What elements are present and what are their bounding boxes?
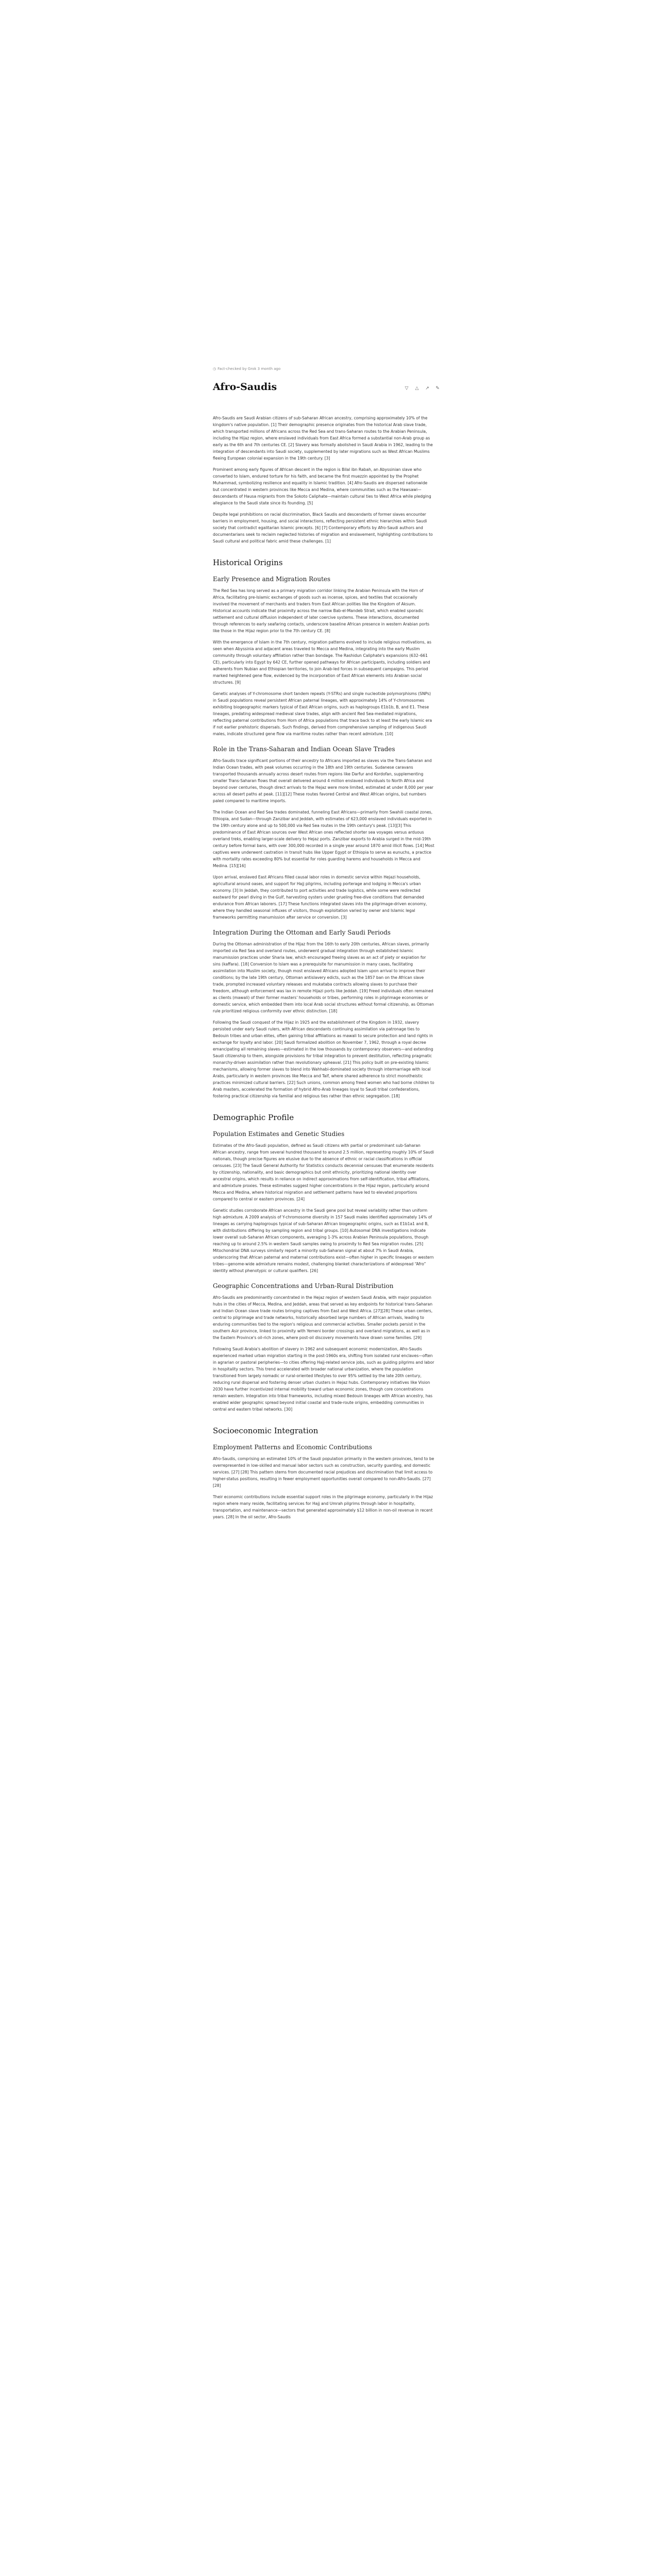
subsection-heading: Geographic Concentrations and Urban-Rural Distribution [213, 1282, 394, 1290]
share-icon[interactable]: ↗ [425, 386, 429, 391]
paragraph: Afro-Saudis, comprising an estimated 10% of the Saudi population primarily in the western provinces, tend to be overrepresented in low-skilled and manual labor sectors such as construction, security guarding, and domestic services. [27] [28] This pattern stems from documented racial prejudices and discrimination that limit access to higher-status positions, resulting in fewer employment opportunities overall compared to non-Afro-Saudis. [27] [28] [213, 1456, 434, 1488]
clock-icon: ◷ [213, 367, 216, 371]
paragraph: The Indian Ocean and Red Sea trades dominated, funneling East Africans—primarily from Swahili coastal zones, Ethiopia, and Sudan—through Zanzibar and Jeddah, with estimates of 623,000 enslaved individuals exported in the 19th century alone and up to 500,000 via Red Sea routes in the 19th century's peak. [13][3] This predominance of East African sources over West African ones reflected shorter sea voyages versus arduous overland treks, enabling larger-scale delivery to Hejaz ports. Zanzibar exports to Arabia surged in the mid-19th century before formal bans, with over 300,000 recorded in a single year around 1870 amid illicit flows. [14] Most captives were underwent castration in transit hubs like Upper Egypt or Ethiopia to serve as eunuchs, a practice with mortality rates exceeding 80% but essential for roles guarding harems and households in Mecca and Medina. [15][16] [213, 810, 434, 868]
paragraph: Genetic studies corroborate African ancestry in the Saudi gene pool but reveal variability rather than uniform high admixture. A 2009 analysis of Y-chromosome diversity in 157 Saudi males identified approximately 14% of lineages as carrying haplogroups typical of sub-Saharan African biogeographic origins, such as E1b1a1 and B, with distributions differing by sampling region and tribal groups. [10] Autosomal DNA investigations indicate lower overall sub-Saharan African components, averaging 1-3% across Arabian Peninsula populations, though reaching up to around 2.5% in western Saudi samples owing to proximity to Red Sea migration routes. [25] Mitochondrial DNA surveys similarly report a minority sub-Saharan signal at about 7% in Saudi Arabia, underscoring that African paternal and maternal contributions exist—often higher in specific lineages or western tribes—genome-wide admixture remains modest, challenging blanket characterizations of widespread “Afro” identity without phenotypic or cultural qualifiers. [26] [213, 1208, 434, 1273]
paragraph: Genetic analyses of Y-chromosome short tandem repeats (Y-STRs) and single nucleotide polymorphisms (SNPs) in Saudi populations reveal persistent African paternal lineages, with approximately 14% of Y-chromosomes exhibiting biogeographic markers typical of East African origins, such as haplogroups E1b1b, B, and E1. These lineages, predating widespread medieval slave trades, align with ancient Red Sea-mediated migrations, reflecting paternal contributions from Horn of Africa populations that trace back to at least the early Islamic era if not earlier prehistoric dispersals. Such findings, derived from comprehensive sampling of indigenous Saudi males, indicate structured gene flow via maritime routes rather than recent admixture. [10] [213, 691, 432, 736]
paragraph: With the emergence of Islam in the 7th century, migration patterns evolved to include religious motivations, as seen when Abyssinia and adjacent areas traveled to Mecca and Medina, integrating into the early Muslim community through voluntary affiliation rather than bondage. The Rashidun Caliphate's expansions (632–661 CE), particularly into Egypt by 642 CE, further opened pathways for African participants, including soldiers and adherents from Nubian and Ethiopian territories, to join Arab-led forces in subsequent campaigns. This period marked heightened gene flow, evidenced by the incorporation of East African elements into Arabian social structures. [9] [213, 640, 431, 685]
section-heading: Socioeconomic Integration [213, 1426, 318, 1435]
article-body [213, 415, 434, 1525]
paragraph: Afro-Saudis trace significant portions of their ancestry to Africans imported as slaves via the Trans-Saharan and Indian Ocean trades, with peak volumes occurring in the 18th and 19th centuries. Sudanese caravans transported thousands annually across desert routes from regions like Darfur and Kordofan, supplementing smaller Trans-Saharan flows that overall delivered around 4 million enslaved individuals to North Africa and beyond over centuries, though direct arrivals to the Hejaz were more limited, estimated at under 8,000 per year across all desert paths at peak. [11][12] These routes favored Central and West African origins, but numbers paled compared to maritime imports. [213, 758, 434, 803]
subsection-heading: Role in the Trans-Saharan and Indian Ocean Slave Trades [213, 745, 395, 753]
section-heading: Historical Origins [213, 558, 283, 567]
paragraph: Their economic contributions include essential support roles in the pilgrimage economy, particularly in the Hijaz region where many reside, facilitating services for Hajj and Umrah pilgrims through labor in hospitality, transportation, and maintenance—sectors that generated approximately $12 billion in non-oil revenue in recent years. [28] In the oil sector, Afro-Saudis [213, 1495, 433, 1519]
article-actions [404, 385, 441, 392]
section-heading: Demographic Profile [213, 1113, 294, 1122]
paragraph: The Red Sea has long served as a primary migration corridor linking the Arabian Peninsula with the Horn of Africa, facilitating pre-Islamic exchanges of goods such as incense, spices, and textiles that occasionally involved the movement of merchants and traders from East African polities like the Kingdom of Aksum. Historical accounts indicate that proximity across the narrow Bab-el-Mandeb Strait, which enabled sporadic settlement and cultural diffusion independent of later coercive systems. These interactions, documented through references to early seafaring contacts, underscore baseline African presence in western Arabian ports like those in the Hijaz region prior to the 7th century CE. [8] [213, 588, 430, 633]
thumbs-down-icon[interactable]: ▽ [405, 386, 409, 391]
fact-check-meta [213, 367, 280, 371]
paragraph: Prominent among early figures of African descent in the region is Bilal ibn Rabah, an Abyssinian slave who converted to Islam, endured torture for his faith, and became the first muezzin appointed by the Prophet Muhammad, symbolizing resilience and equality in Islamic tradition. [4] Afro-Saudis are dispersed nationwide but concentrated in western provinces like Mecca and Medina, where communities such as the Hawsawi—descendants of Hausa migrants from the Sokoto Caliphate—maintain cultural ties to West Africa while pledging allegiance to the Saudi state since its founding. [5] [213, 467, 431, 505]
subsection-heading: Integration During the Ottoman and Early Saudi Periods [213, 929, 391, 936]
paragraph: During the Ottoman administration of the Hijaz from the 16th to early 20th centuries, African slaves, primarily imported via Red Sea and overland routes, underwent gradual integration through established Islamic manumission practices under Sharia law, which encouraged freeing slaves as an act of piety or expiation for sins (kaffara). [18] Conversion to Islam was a prerequisite for manumission in many cases, facilitating assimilation into Muslim society, though most enslaved Africans adopted Islam upon arrival to improve their conditions; by the late 19th century, Ottoman antislavery edicts, such as the 1857 ban on the African slave trade, prompted increased voluntary releases and mukataba contracts allowing slaves to purchase their freedom, although enforcement was lax in remote Hijazi ports like Jeddah. [19] Freed individuals often remained as clients (mawali) of their former masters' households or tribes, performing roles in pilgrimage economies or domestic service, which embedded them into local Arab social structures without formal citizenship, as Ottoman rule prioritized religious conformity over ethnic distinction. [18] [213, 942, 434, 1013]
subsection-heading: Employment Patterns and Economic Contributions [213, 1444, 372, 1451]
paragraph: Despite legal prohibitions on racial discrimination, Black Saudis and descendants of former slaves encounter barriers in employment, housing, and social interactions, reflecting persistent ethnic hierarchies within Saudi society that contradict egalitarian Islamic precepts. [6] [7] Contemporary efforts by Afro-Saudi authors and documentarians seek to reclaim neglected histories of migration and enslavement, highlighting contributions to Saudi cultural and political fabric amid these challenges. [1] [213, 512, 433, 544]
paragraph: Following Saudi Arabia's abolition of slavery in 1962 and subsequent economic modernization, Afro-Saudis experienced marked urban migration starting in the post-1960s era, shifting from isolated rural enclaves—often in agrarian or pastoral peripheries—to cities offering Hajj-related service jobs, such as guiding pilgrims and labor in hospitality sectors. This trend accelerated with broader national urbanization, where the population transitioned from largely nomadic or rural-oriented lifestyles to over 95% settled by the late 20th century, reducing rural dispersal and fostering denser urban clusters in Hejaz hubs. Contemporary initiatives like Vision 2030 have further incentivized internal mobility toward urban economic zones, though core concentrations remain western. Integration into tribal frameworks, including mixed Bedouin lineages with African ancestry, has enabled wider geographic spread beyond initial coastal and trade-route origins, embedding communities in central and eastern tribal networks. [30] [213, 1347, 434, 1412]
subsection-heading: Population Estimates and Genetic Studies [213, 1130, 345, 1138]
fact-check-text: Fact-checked by Grok 3 month ago [217, 367, 281, 371]
paragraph: Upon arrival, enslaved East Africans filled causal labor roles in domestic service within Hejazi households, agricultural around oases, and support for Hajj pilgrims, including porterage and lodging in Mecca's urban economy. [3] In Jeddah, they contributed to port activities and trade logistics, while some were redirected eastward for pearl diving in the Gulf, harvesting oysters under grueling free-dive conditions that demanded endurance from African laborers. [17] These functions integrated slaves into the pilgrimage-driven economy, where they handled seasonal influxes of visitors, though exploitation varied by owner and Islamic legal frameworks permitting manumission after service or conversion. [3] [213, 875, 427, 920]
page-title: Afro-Saudis [213, 381, 277, 393]
paragraph: Estimates of the Afro-Saudi population, defined as Saudi citizens with partial or predominant sub-Saharan African ancestry, range from several hundred thousand to around 2.5 million, representing roughly 10% of Saudi nationals, though precise figures are elusive due to the absence of ethnic or racial classifications in official censuses. [23] The Saudi General Authority for Statistics conducts decennial censuses that enumerate residents by citizenship, nationality, and basic demographics but omit ethnicity, prioritizing national identity over ancestral origins, which results in reliance on indirect approximations from self-identification, tribal affiliations, and admixture proxies. These estimates suggest higher concentrations in the Hijaz region, particularly around Mecca and Medina, where historical migration and settlement patterns have led to elevated proportions compared to central or eastern provinces. [24] [213, 1143, 434, 1201]
paragraph: Following the Saudi conquest of the Hijaz in 1925 and the establishment of the Kingdom in 1932, slavery persisted under early Saudi rulers, with African descendants continuing assimilation via patronage ties to Bedouin tribes and urban elites, often gaining tribal affiliations as mawali to secure protection and land rights in exchange for loyalty and labor. [20] Saudi formalized abolition on November 7, 1962, through a royal decree emancipating all remaining slaves—estimated in the low thousands by contemporary observers—and extending Saudi citizenship to them, alongside provisions for tribal integration to prevent destitution, reflecting pragmatic monarchy-driven assimilation rather than revolutionary upheaval. [21] This policy built on pre-existing Islamic mechanisms, allowing former slaves to blend into Wahhabi-dominated society through intermarriage with local Arabs, particularly in western provinces like Mecca and Taif, where shared adherence to strict monotheistic practices minimized cultural barriers. [22] Such unions, common among freed women who had borne children to Arab masters, accelerated the formation of hybrid Afro-Arab lineages loyal to Saudi tribal confederations, fostering practical citizenship via familial and religious ties rather than ethnic segregation. [18] [213, 1020, 434, 1098]
thumbs-up-icon[interactable]: △ [415, 386, 419, 391]
edit-icon[interactable]: ✎ [435, 386, 440, 391]
subsection-heading: Early Presence and Migration Routes [213, 575, 331, 583]
paragraph: Afro-Saudis are predominantly concentrated in the Hejaz region of western Saudi Arabia, with major population hubs in the cities of Mecca, Medina, and Jeddah, areas that served as key endpoints for historical trans-Saharan and Indian Ocean slave trade routes bringing captives from East and West Africa. [27][28] These urban centers, central to pilgrimage and trade networks, historically absorbed large numbers of African arrivals, leading to enduring communities tied to the region's religious and commercial activities. Smaller pockets persist in the southern Asir province, linked to proximity with Yemeni border crossings and overland migrations, as well as in the Eastern Province's oil-rich zones, where post-oil discovery movements have drawn some families. [29] [213, 1295, 433, 1340]
paragraph: Afro-Saudis are Saudi Arabian citizens of sub-Saharan African ancestry, comprising approximately 10% of the kingdom's native population. [1] Their demographic presence originates from the historical Arab slave trade, which transported millions of Africans across the Red Sea and trans-Saharan routes to the Arabian Peninsula, including the Hijaz region, where enslaved individuals from East Africa formed a substantial non-Arab group as early as the 6th and 7th centuries CE. [2] Slavery was formally abolished in Saudi Arabia in 1962, leading to the integration of descendants into Saudi society, supplemented by later migrations such as West African Muslims fleeing European colonial expansion in the 19th century. [3] [213, 416, 433, 461]
